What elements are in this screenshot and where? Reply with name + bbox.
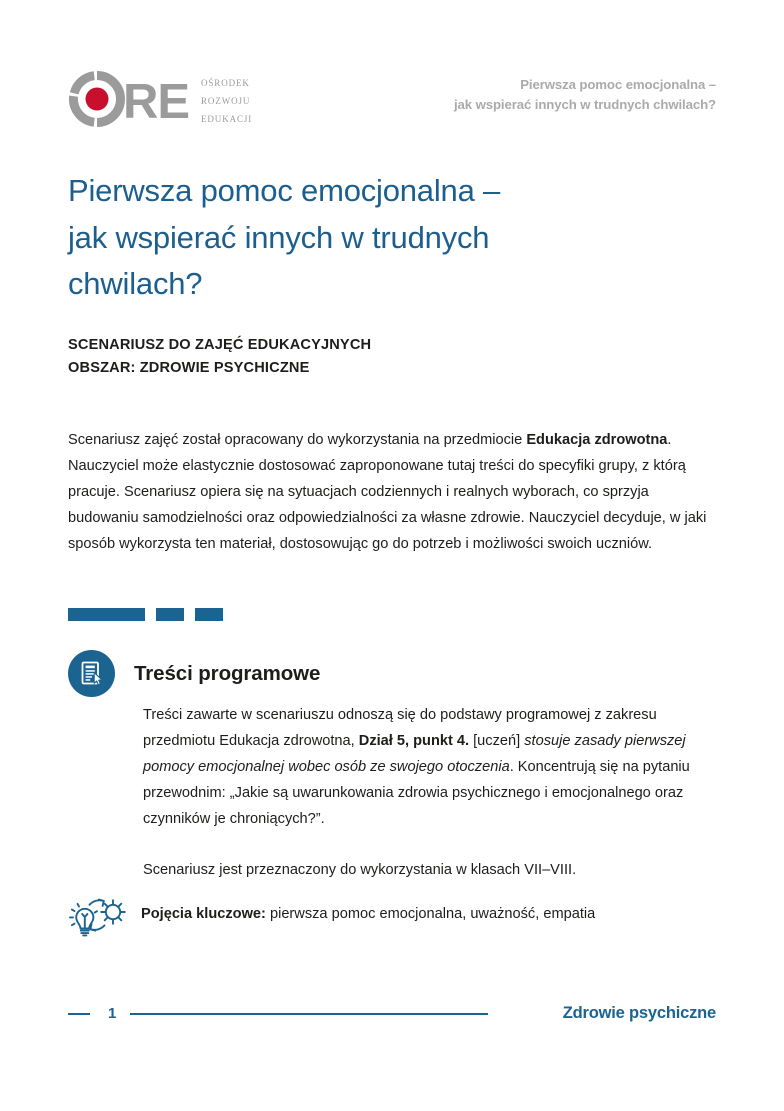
lightbulb-gear-icon [64, 890, 132, 940]
page-footer [68, 1004, 716, 1023]
divider-bar-1 [68, 608, 145, 621]
sp1-part-3: . Koncentrują się na pytaniu przewodnim: „Jakie są uwarunkowania zdrowia psychicznego i emocjonalnego oraz czynników je chroniących?”. [143, 758, 690, 827]
footer-series-label: Zdrowie psychiczne [562, 1004, 716, 1022]
section-heading-group [68, 650, 320, 697]
page-number: 1 [108, 1005, 117, 1022]
logo-line-1: ośrodek [201, 74, 250, 89]
document-header [68, 66, 716, 138]
section-title: Treści programowe [134, 661, 321, 685]
footer-rule [130, 1013, 488, 1015]
running-head-line-1: Pierwsza pomoc emocjonalna – [520, 77, 716, 92]
ore-logo-wordlines [201, 72, 252, 127]
section-paragraph-1 [143, 703, 721, 833]
intro-text-part-1: Scenariusz zajęć został opracowany do wykorzystania na przedmiocie [68, 432, 527, 448]
page-title-line-3: chwilach? [68, 266, 203, 301]
page-title [68, 168, 668, 308]
key-terms-label: Pojęcia kluczowe: [141, 906, 266, 923]
svg-text:RE: RE [123, 75, 190, 128]
running-head-line-2: jak wspierać innych w trudnych chwilach? [453, 97, 716, 113]
intro-text-part-2: . Nauczyciel może elastycznie dostosować zaproponowane tutaj treści do specyfiki grupy, z którą pracuje. Scenariusz opiera się na sytuacjach codziennych i realnych wyborach, co sprzyja budowaniu samodzielności oraz odpowiedzialności za własne zdrowie. Nauczyciel decyduje, w jaki sposób wykorzysta ten materiał, dostosowując go do potrzeb i możliwości swoich uczniów. [68, 432, 707, 552]
running-head [454, 75, 716, 116]
key-terms-row [64, 890, 720, 940]
intro-bold-subject: Edukacja zdrowotna [526, 432, 668, 448]
sp1-part-2: [uczeń] [469, 732, 525, 749]
divider-bar-2 [156, 608, 184, 621]
decorative-divider [68, 608, 223, 621]
document-pointer-icon [68, 650, 115, 697]
key-terms-text [141, 903, 595, 926]
key-terms-value: pierwsza pomoc emocjonalna, uważność, empatia [265, 906, 596, 923]
ore-logo-mark [68, 70, 190, 128]
ore-logo [68, 70, 252, 128]
page-title-line-2: jak wspierać innych w trudnych [68, 219, 490, 255]
page-subtitle [68, 334, 668, 380]
logo-line-2: rozwoju [201, 92, 251, 107]
page-subtitle-line-1: SCENARIUSZ DO ZAJĘĆ EDUKACYJNYCH [68, 337, 372, 353]
sp1-part-1: Treści zawarte w scenariuszu odnoszą się do podstawy programowej z zakresu przedmiotu Edukacja zdrowotna, [143, 707, 657, 749]
section-paragraph-2: Scenariusz jest przeznaczony do wykorzystania w klasach VII–VIII. [143, 861, 577, 878]
sp1-italic-quote: stosuje zasady pierwszej pomocy emocjonalnej wobec osób ze swojego otoczenia [143, 732, 686, 775]
page-subtitle-line-2: OBSZAR: ZDROWIE PSYCHICZNE [68, 359, 310, 376]
logo-line-3: edukacji [201, 110, 253, 125]
intro-paragraph [68, 428, 720, 558]
section-body [143, 703, 721, 884]
sp1-bold-reference: Dział 5, punkt 4. [358, 732, 470, 749]
footer-dash-icon [68, 1013, 90, 1015]
divider-bar-3 [195, 608, 223, 621]
page-title-line-1: Pierwsza pomoc emocjonalna – [68, 173, 501, 208]
